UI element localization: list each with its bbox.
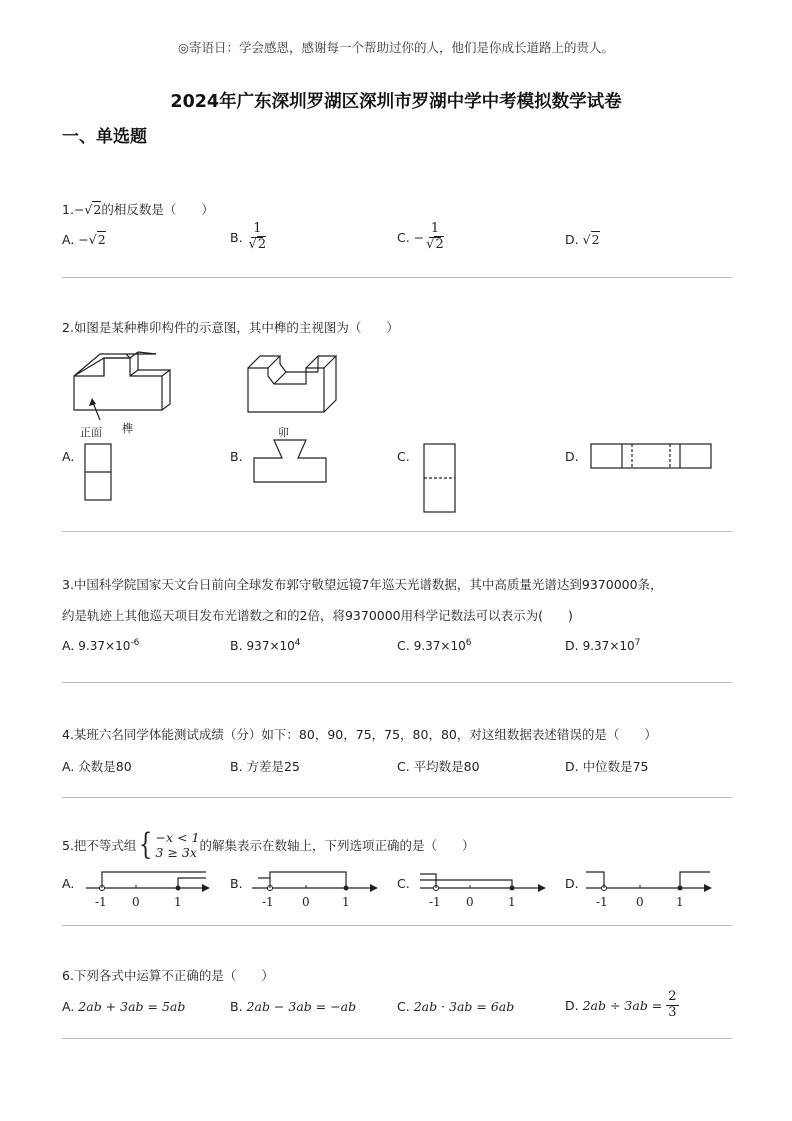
- q2-option-c-label[interactable]: C.: [397, 449, 410, 464]
- q5-option-b-numberline[interactable]: [250, 866, 380, 912]
- svg-text:-1: -1: [429, 895, 441, 909]
- q6-option-b[interactable]: B. 2ab − 3ab = −ab: [230, 999, 357, 1014]
- q5-suffix: 的解集表示在数轴上，下列选项正确的是（ ）: [199, 838, 475, 853]
- svg-text:1: 1: [508, 895, 516, 909]
- q5-option-b-label[interactable]: B.: [230, 876, 243, 891]
- svg-text:1: 1: [174, 895, 182, 909]
- q2-option-c-figure[interactable]: [423, 443, 457, 515]
- q1-neg: −: [73, 202, 85, 217]
- question-2-stem: 2.如图是某种榫卯构件的示意图，其中榫的主视图为（ ）: [62, 320, 399, 335]
- q5-option-d-label[interactable]: D.: [565, 876, 579, 891]
- svg-text:0: 0: [466, 895, 474, 909]
- svg-text:1: 1: [342, 895, 350, 909]
- separator: [62, 277, 732, 278]
- q4-option-c[interactable]: C. 平均数是80: [397, 759, 480, 774]
- tenon-figure: [74, 352, 170, 410]
- question-5-stem: [62, 827, 475, 862]
- q1-option-b[interactable]: B. $\frac{1}{√2}$: [230, 221, 267, 252]
- q1-option-c[interactable]: C. − $\frac{1}{√2}$: [397, 221, 444, 252]
- q5-option-d-numberline[interactable]: [584, 866, 714, 912]
- q3-option-a[interactable]: A. $9.37\times 10^{-6}$: [62, 638, 140, 653]
- q2-option-d-label[interactable]: D.: [565, 449, 579, 464]
- separator: [62, 1038, 732, 1039]
- q5-option-c-label[interactable]: C.: [397, 876, 410, 891]
- mortise-label: 卯: [278, 426, 289, 439]
- q3-option-c[interactable]: C. $9.37\times 10^6$: [397, 638, 472, 653]
- q2-option-d-figure[interactable]: [590, 443, 714, 471]
- q2-option-b-figure[interactable]: [250, 422, 330, 486]
- svg-text:1: 1: [676, 895, 684, 909]
- q2-option-a-figure[interactable]: [84, 443, 114, 501]
- question-1-stem: [62, 200, 214, 218]
- q1-option-a[interactable]: A. −√2: [62, 232, 106, 247]
- question-3-line-2: 约是轨迹上其他巡天项目发布光谱数之和的2倍，将9370000用科学记数法可以表示为( ): [62, 608, 573, 623]
- q2-option-a-label[interactable]: A.: [62, 449, 75, 464]
- front-label: 正面: [80, 426, 102, 439]
- mortise-figure: [248, 356, 336, 412]
- q5-option-a-numberline[interactable]: [84, 866, 212, 912]
- q2-option-b-label[interactable]: B.: [230, 449, 243, 464]
- separator: [62, 797, 732, 798]
- question-4-stem: 4.某班六名同学体能测试成绩（分）如下：80，90，75，75，80，80，对这组数据表述错误的是（ ）: [62, 727, 657, 742]
- q4-option-d[interactable]: D. 中位数是75: [565, 759, 649, 774]
- svg-text:-1: -1: [262, 895, 274, 909]
- svg-text:0: 0: [132, 895, 140, 909]
- q5-option-c-numberline[interactable]: [418, 866, 548, 912]
- q3-option-d[interactable]: D. $9.37\times 10^7$: [565, 638, 641, 653]
- inequality-system: { −x < 1 3 ≥ 3x: [139, 827, 200, 862]
- question-3-line-1: 3.中国科学院国家天文台日前向全球发布郭守敬望远镜7年巡天光谱数据，其中高质量光谱达到9370000条，: [62, 577, 663, 592]
- q1-stem-text: 的相反数是（ ）: [101, 202, 214, 217]
- svg-text:-1: -1: [95, 895, 107, 909]
- page-title: 2024年广东深圳罗湖区深圳市罗湖中学中考模拟数学试卷: [170, 92, 622, 112]
- q6-option-d[interactable]: D. 2ab ÷ 3ab = $\frac{2}{3}$: [565, 989, 677, 1020]
- q1-option-d[interactable]: D. √2: [565, 232, 600, 247]
- inequality-1: −x < 1: [155, 830, 200, 845]
- q6-option-c[interactable]: C. 2ab · 3ab = 6ab: [397, 999, 515, 1014]
- q4-option-a[interactable]: A. 众数是80: [62, 759, 132, 774]
- svg-text:-1: -1: [596, 895, 608, 909]
- q5-option-a-label[interactable]: A.: [62, 876, 75, 891]
- inequality-2: 3 ≥ 3x: [155, 845, 197, 860]
- q6-option-a[interactable]: A. 2ab + 3ab = 5ab: [62, 999, 186, 1014]
- q4-option-b[interactable]: B. 方差是25: [230, 759, 300, 774]
- q1-number: 1.: [62, 202, 74, 217]
- question-6-stem: 6.下列各式中运算不正确的是（ ）: [62, 968, 274, 983]
- separator: [62, 531, 732, 532]
- svg-text:0: 0: [636, 895, 644, 909]
- q3-option-b[interactable]: B. $937\times 10^4$: [230, 638, 301, 653]
- separator: [62, 682, 732, 683]
- svg-text:0: 0: [302, 895, 310, 909]
- q1-sqrt: √2: [84, 202, 102, 217]
- q5-prefix: 5.把不等式组: [62, 838, 137, 853]
- separator: [62, 925, 732, 926]
- section-heading: 一、单选题: [62, 127, 147, 147]
- motto: ◎寄语日：学会感恩，感谢每一个帮助过你的人，他们是你成长道路上的贵人。: [178, 40, 614, 55]
- tenon-label: 榫: [122, 422, 133, 435]
